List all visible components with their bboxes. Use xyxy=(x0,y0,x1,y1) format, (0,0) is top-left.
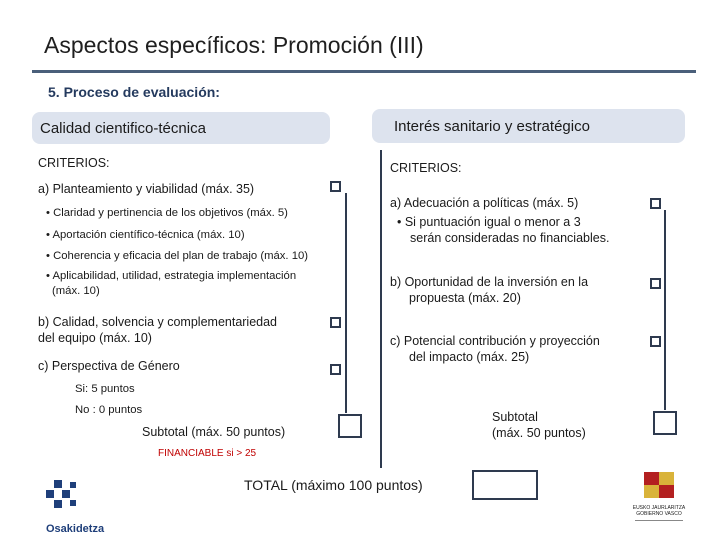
left-criterion-c-title: c) Perspectiva de Género xyxy=(38,359,180,373)
right-criterios-label: CRITERIOS: xyxy=(390,161,462,175)
right-criterion-a-note xyxy=(397,214,609,246)
right-criterion-c xyxy=(390,333,600,365)
right-criterion-b-line: b) Oportunidad de la inversión en la xyxy=(390,275,589,289)
osakidetza-logo-icon xyxy=(46,476,106,512)
slide-title: Aspectos específicos: Promoción (III) xyxy=(44,32,424,58)
right-subtotal-line: (máx. 50 puntos) xyxy=(492,426,586,440)
right-criterion-a-title: a) Adecuación a políticas (máx. 5) xyxy=(390,196,579,210)
left-subtotal-box[interactable] xyxy=(338,414,362,438)
left-column-header: Calidad cientifico-técnica xyxy=(32,112,330,144)
left-criterion-a-item: (máx. 10) xyxy=(52,285,100,297)
total-box[interactable] xyxy=(472,470,538,500)
left-connector-line xyxy=(345,193,347,413)
right-score-box-c[interactable] xyxy=(650,336,661,347)
title-underline xyxy=(32,70,696,73)
left-criterion-a-item: • Claridad y pertinencia de los objetivos (máx. 5) xyxy=(46,207,288,219)
left-criterion-b-line: b) Calidad, solvencia y complementariedad xyxy=(38,315,278,329)
gobierno-vasco-logo xyxy=(632,470,686,526)
left-subtotal-label: Subtotal (máx. 50 puntos) xyxy=(142,425,286,439)
right-score-box-b[interactable] xyxy=(650,278,661,289)
gender-si-points: Si: 5 puntos xyxy=(75,383,135,395)
coat-of-arms-icon xyxy=(632,470,686,500)
osakidetza-logo xyxy=(46,476,106,536)
gender-no-points: No : 0 puntos xyxy=(75,404,143,416)
total-label: TOTAL (máximo 100 puntos) xyxy=(244,477,423,493)
right-subtotal-box[interactable] xyxy=(653,411,677,435)
right-subtotal-label xyxy=(492,409,586,441)
right-score-box-a[interactable] xyxy=(650,198,661,209)
right-connector-line xyxy=(664,210,666,410)
right-criterion-a-note-line: serán consideradas no financiables. xyxy=(410,231,610,245)
financiable-note: FINANCIABLE si > 25 xyxy=(158,448,257,459)
left-score-box-c[interactable] xyxy=(330,364,341,375)
left-criterion-b-line: del equipo (máx. 10) xyxy=(38,331,152,345)
right-column-header: Interés sanitario y estratégico xyxy=(372,109,685,143)
gobierno-vasco-logo-text: EUSKO JAURLARITZA GOBIERNO VASCO xyxy=(632,505,686,517)
left-criterion-a-item: • Aportación científico-técnica (máx. 10) xyxy=(46,229,245,241)
section-heading: 5. Proceso de evaluación: xyxy=(48,84,220,100)
right-left-connector-line xyxy=(380,150,382,468)
left-criterios-label: CRITERIOS: xyxy=(38,156,110,170)
left-score-box-b[interactable] xyxy=(330,317,341,328)
left-criterion-a-item: • Aplicabilidad, utilidad, estrategia implementación xyxy=(46,270,297,282)
right-subtotal-line: Subtotal xyxy=(492,410,538,424)
left-criterion-b xyxy=(38,314,277,346)
right-criterion-c-line: c) Potencial contribución y proyección xyxy=(390,334,600,348)
right-criterion-b-line: propuesta (máx. 20) xyxy=(409,291,521,305)
left-criterion-a-title: a) Planteamiento y viabilidad (máx. 35) xyxy=(38,182,255,196)
right-criterion-c-line: del impacto (máx. 25) xyxy=(409,350,530,364)
logo-divider xyxy=(635,520,683,521)
left-score-box-a[interactable] xyxy=(330,181,341,192)
right-criterion-b xyxy=(390,274,588,306)
right-criterion-a-note-line: • Si puntuación igual o menor a 3 xyxy=(397,215,581,229)
left-criterion-a-item: • Coherencia y eficacia del plan de trabajo (máx. 10) xyxy=(46,250,309,262)
osakidetza-logo-text: Osakidetza xyxy=(46,523,105,535)
